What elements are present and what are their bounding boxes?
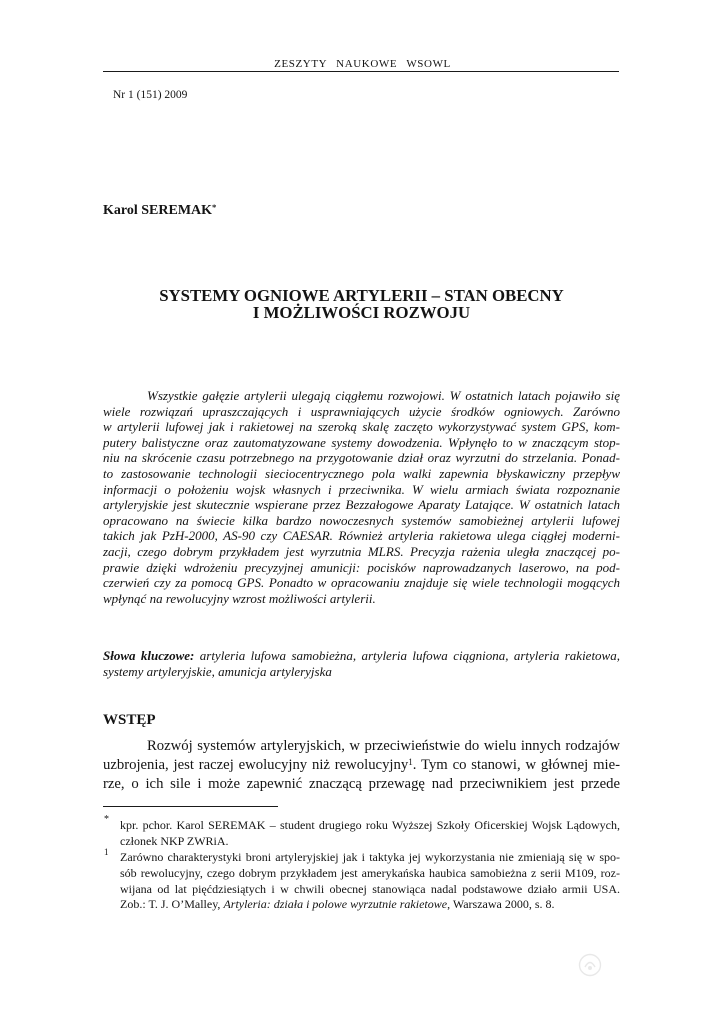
footnote-line: członek NKP ZWRiA. — [120, 834, 229, 848]
watermark-logo-icon — [578, 953, 602, 977]
body-line: rze, o ich sile i może zapewnić znaczącą przewagę nad przeciwnikiem jest przede — [103, 776, 620, 792]
footnote-line: sób rewolucyjny, czego dobrym przykładem jest amerykańska haubica samobieżna z serii M109, roz- — [120, 865, 620, 880]
footnote-line: kpr. pchor. Karol SEREMAK – student drugiego roku Wyższej Szkoły Oficerskiej Wojsk Lądowych, — [120, 818, 620, 832]
cited-work-title: Artyleria: działa i polowe wyrzutnie rakietowe — [223, 897, 448, 912]
abstract-line: czerwień czy za pomocą GPS. Ponadto w opracowaniu znajduje się wiele technologii mogących — [103, 575, 620, 591]
abstract-line: prawie dzięki wdrożeniu precyzyjnej amunicji: pocisków naprowadzanych laserowo, na pod- — [103, 559, 620, 575]
author-name: Karol SEREMAK — [103, 203, 213, 218]
footnote-line: wijana od lat pięćdziesiątych i w chwili obecnej stanowiąca nadal podstawowe działo armii USA. — [120, 881, 620, 896]
body-line-text: . Tym co stanowi, w głównej mie- — [412, 757, 620, 773]
keywords-line — [103, 648, 620, 664]
footnote-marker: 1 — [104, 847, 109, 857]
body-line: Rozwój systemów artyleryjskich, w przeciwieństwie do wielu innych rodzajów — [147, 738, 620, 754]
abstract-line: putery balistyczne oraz zautomatyzowane systemy dowodzenia. Wpłynęło to w znaczącym stop- — [103, 434, 620, 450]
abstract-line: informacji o położeniu wojsk własnych i przeciwnika. W wielu armiach świata rozpoznanie — [103, 481, 620, 497]
citation-author: Zob.: T. J. O’Malley, — [120, 897, 221, 912]
footnote — [120, 850, 620, 913]
footnote — [120, 817, 620, 849]
article-title — [103, 287, 620, 321]
keywords-label: Słowa kluczowe: — [103, 648, 195, 663]
body-text — [103, 737, 620, 794]
keywords-text: systemy artyleryjskie, amunicja artyleryjska — [103, 664, 332, 679]
header-rule — [103, 71, 619, 72]
abstract-line: w artylerii lufowej jak i rakietowej na szeroką skalę zaczęto wykorzystywać system GPS, kom- — [103, 419, 620, 435]
section-heading: WSTĘP — [103, 712, 156, 728]
abstract-line: artyleryjskie jest skutecznie wspierane przez Bezzałogowe Aparaty Latające. W ostatnich latach — [103, 497, 620, 513]
abstract-line: to zastosowanie technologii sieciocentrycznego pola walki zapewnia błyskawiczny przepływ — [103, 465, 620, 481]
footnote-marker: * — [104, 814, 109, 825]
body-line-text: uzbrojenia, jest raczej ewolucyjny niż rewolucyjny — [103, 757, 409, 773]
abstract — [103, 388, 620, 606]
author — [103, 203, 216, 219]
footnote-reference: 1 — [408, 756, 413, 767]
issue-number: Nr 1 (151) 2009 — [113, 89, 188, 101]
footnote-separator — [103, 806, 278, 807]
footnote-citation — [120, 897, 620, 913]
abstract-line: wiele rozwiązań upraszczających i usprawniających użycie środków ogniowych. Zarówno — [103, 403, 620, 419]
article-title-line: I MOŻLIWOŚCI ROZWOJU — [252, 303, 471, 322]
abstract-line: takich jak PzH-2000, AS-90 czy CAESAR. Również artyleria rakietowa ulega ciągłej moderni- — [103, 528, 620, 544]
abstract-line: opracowano na świecie kilka bardzo nowoczesnych systemów samobieżnej artylerii lufowej — [103, 512, 620, 528]
author-footnote-marker: * — [212, 202, 217, 213]
footnote-line: Zarówno charakterystyki broni artyleryjskiej jak i taktyka jej wykorzystania nie zmieniają się w spo- — [120, 850, 620, 864]
keywords-text: artyleria lufowa samobieżna, artyleria lufowa ciągniona, artyleria rakietowa, — [199, 648, 620, 663]
abstract-line: Wszystkie gałęzie artylerii ulegają ciągłemu rozwojowi. W ostatnich latach pojawiło się — [147, 388, 620, 403]
keywords — [103, 648, 620, 680]
journal-header: ZESZYTY NAUKOWE WSOWL — [274, 58, 451, 70]
abstract-line: zacji, czego dobrym przykładem jest wyrzutnia MLRS. Precyzja rażenia uległa znaczącej po- — [103, 543, 620, 559]
article-title-line: SYSTEMY OGNIOWE ARTYLERII – STAN OBECNY — [159, 286, 564, 305]
body-line — [103, 756, 620, 775]
citation-details: , Warszawa 2000, s. 8. — [447, 897, 555, 912]
abstract-line: wpłynąć na rewolucyjny wzrost możliwości artylerii. — [103, 590, 376, 606]
abstract-line: niu na skrócenie czasu potrzebnego na przygotowanie dział oraz wyrzutni do strzelania. Ponad- — [103, 450, 620, 466]
